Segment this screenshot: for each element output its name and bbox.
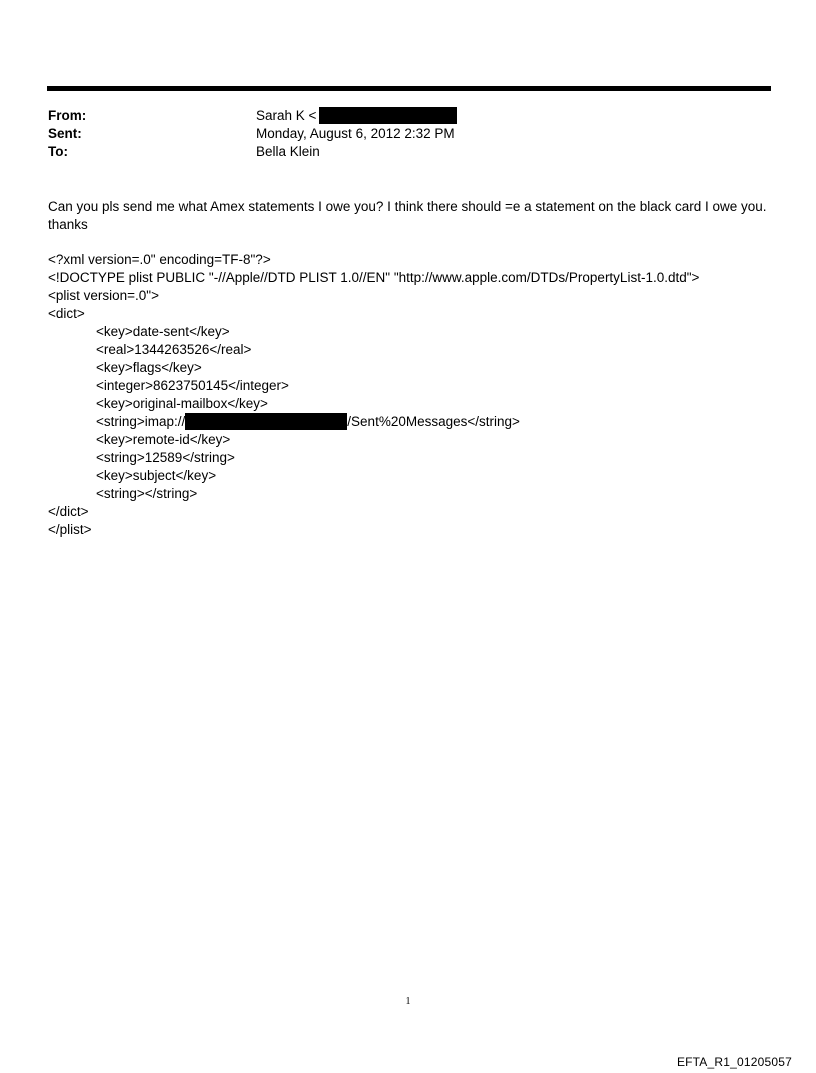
xml-real-value: <real>1344263526</real>: [96, 342, 252, 357]
email-header: [48, 107, 768, 161]
sent-label: Sent:: [48, 126, 82, 141]
xml-dict-open: <dict>: [48, 306, 85, 321]
xml-key-original-mailbox: <key>original-mailbox</key>: [96, 396, 268, 411]
to-row: [48, 143, 768, 161]
mailbox-prefix: <string>imap://: [96, 414, 186, 429]
xml-plist-close: </plist>: [48, 522, 92, 537]
xml-string-subject: <string></string>: [96, 486, 198, 501]
xml-string-remote-id: <string>12589</string>: [96, 450, 235, 465]
xml-string-mailbox: [48, 413, 778, 431]
redacted-host-block: [185, 413, 347, 430]
from-value: [256, 107, 457, 125]
page-number: 1: [405, 996, 411, 1007]
to-value: Bella Klein: [256, 144, 320, 159]
email-body: [48, 198, 778, 234]
header-rule: [47, 86, 771, 91]
document-id: EFTA_R1_01205057: [676, 1055, 792, 1069]
xml-dict-close: </dict>: [48, 504, 89, 519]
from-row: [48, 107, 768, 125]
xml-integer-value: <integer>8623750145</integer>: [96, 378, 289, 393]
xml-key-remote-id: <key>remote-id</key>: [96, 432, 231, 447]
sent-row: [48, 125, 768, 143]
xml-declaration: <?xml version=.0" encoding=TF-8"?>: [48, 252, 271, 267]
from-name: Sarah K <: [256, 108, 317, 123]
xml-key-subject: <key>subject</key>: [96, 468, 217, 483]
xml-key-date-sent: <key>date-sent</key>: [96, 324, 230, 339]
xml-plist-open: <plist version=.0">: [48, 288, 159, 303]
plist-xml: [48, 251, 778, 539]
xml-key-flags: <key>flags</key>: [96, 360, 202, 375]
sent-value: Monday, August 6, 2012 2:32 PM: [256, 126, 455, 141]
mailbox-suffix: /Sent%20Messages</string>: [347, 414, 520, 429]
redacted-email-block: [319, 107, 457, 124]
body-line-2: thanks: [48, 217, 88, 232]
to-label: To:: [48, 144, 68, 159]
from-label: From:: [48, 108, 87, 123]
body-line-1: Can you pls send me what Amex statements I owe you? I think there should =e a statement on the black card I owe you.: [48, 199, 767, 214]
xml-doctype: <!DOCTYPE plist PUBLIC "-//Apple//DTD PLIST 1.0//EN" "http://www.apple.com/DTDs/PropertyList-1.0.dtd">: [48, 270, 700, 285]
